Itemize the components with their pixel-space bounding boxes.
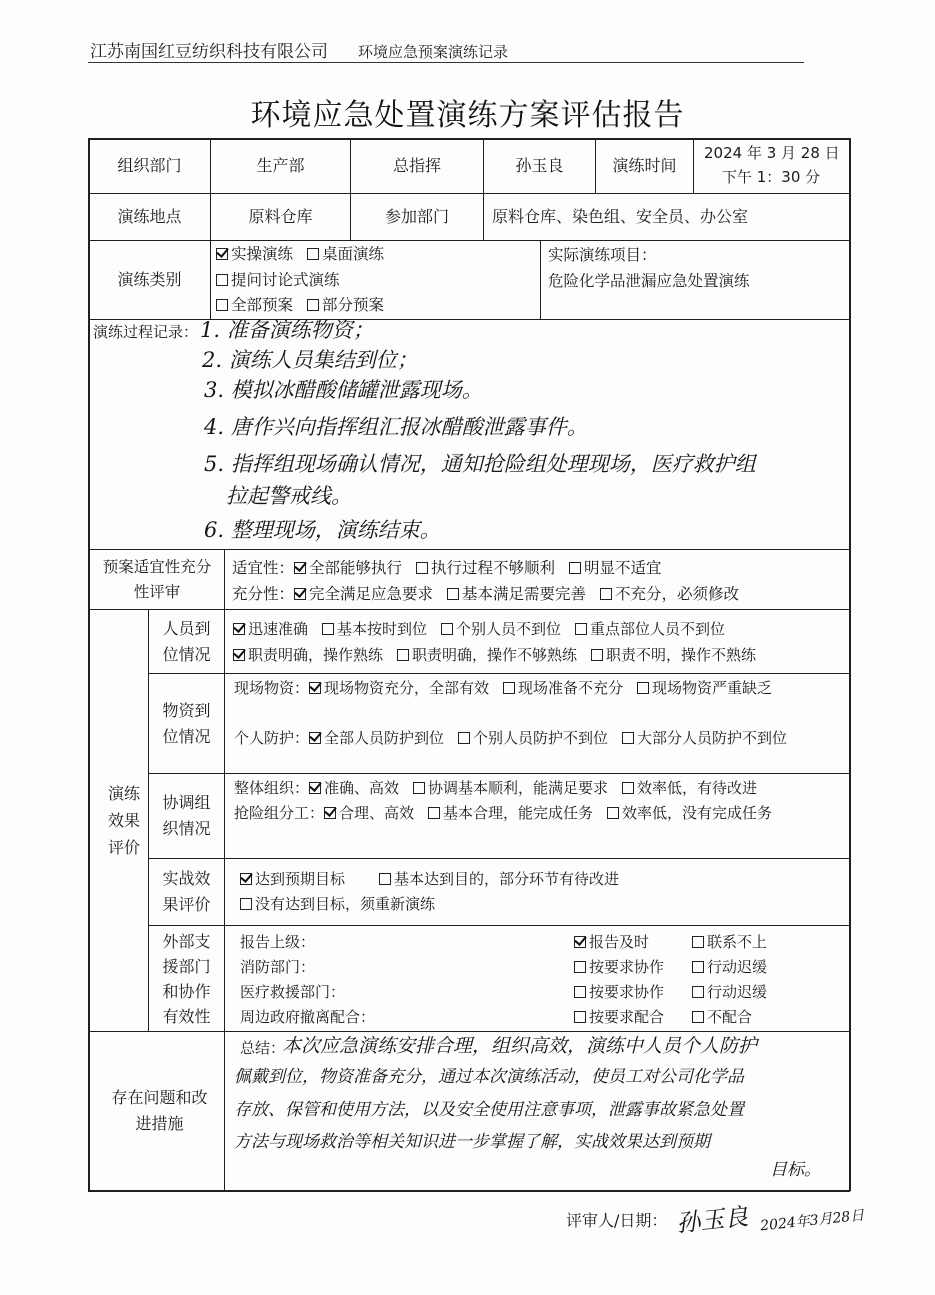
checkbox-icon (692, 1011, 704, 1023)
process-item: 4. 唐作兴向指挥组汇报冰醋酸泄露事件。 (204, 415, 588, 439)
time-label: 演练时间 (612, 156, 677, 175)
checkbox-icon (413, 782, 425, 794)
option-label: 基本满足需要完善 (462, 585, 587, 603)
site-insufficient[interactable] (503, 676, 623, 701)
duty-clear-unskilled[interactable] (397, 644, 577, 665)
overall-label: 整体组织： (234, 779, 310, 797)
sufficiency-label: 充分性： (232, 585, 295, 603)
checkbox-icon (379, 873, 391, 885)
checkbox-icon (216, 299, 228, 311)
external-opt-b[interactable] (692, 955, 767, 980)
division-row (234, 801, 842, 826)
checkbox-icon (622, 732, 634, 744)
col-line (224, 549, 225, 609)
process-item: 1. 准备演练物资； (200, 318, 374, 342)
combat-failed[interactable] (240, 893, 435, 914)
row-line (148, 773, 850, 774)
external-opt-b[interactable] (692, 930, 767, 955)
checkbox-icon (622, 782, 634, 794)
category-options (216, 241, 538, 319)
checkbox-icon (322, 623, 334, 635)
time-date: 2024 年 3 月 28 日 (704, 144, 840, 162)
actual-project-label: 实际演练项目： (548, 246, 657, 264)
division-efficient[interactable] (324, 801, 414, 826)
process-item: 6. 整理现场，演练结束。 (204, 518, 441, 542)
option-label: 效率低，有待改进 (637, 779, 758, 797)
option-label: 职责明确，操作不够熟练 (412, 646, 578, 664)
external-rows (240, 930, 840, 1030)
external-row-name: 周边政府撤离配合： (240, 1008, 376, 1026)
location-value: 原料仓库 (248, 207, 313, 226)
materials-label: 物资到位情况 (162, 700, 211, 746)
personnel-line1 (233, 618, 725, 639)
option-label: 不配合 (707, 1008, 753, 1026)
site-sufficient[interactable] (309, 676, 489, 701)
problems-label: 存在问题和改进措施 (111, 1088, 208, 1133)
checkbox-icon (307, 248, 319, 260)
process-item: 3. 模拟冰醋酸储罐泄露现场。 (204, 378, 483, 402)
option-label: 效率低，没有完成任务 (622, 804, 773, 822)
checkbox-icon (637, 682, 649, 694)
checkbox-icon (216, 248, 228, 260)
ppe-all[interactable] (309, 726, 444, 751)
external-row (240, 955, 840, 980)
option-label: 按要求配合 (589, 1008, 665, 1026)
external-opt-a[interactable] (574, 980, 664, 1005)
checkbox-icon (416, 562, 428, 574)
external-opt-b[interactable] (692, 1005, 752, 1030)
suitability-label: 预案适宜性充分性评审 (102, 557, 212, 601)
document-header (90, 37, 508, 62)
personnel-line2 (233, 644, 756, 665)
review-date: 2024年3月28日 (759, 1207, 866, 1235)
fit-row (232, 556, 676, 578)
fit-label: 适宜性： (232, 559, 295, 577)
company-name: 江苏南国红豆纺织科技有限公司 (90, 42, 328, 62)
ppe-some[interactable] (458, 726, 608, 751)
drill-time (694, 139, 849, 193)
site-label: 现场物资： (234, 679, 310, 697)
fit-option-unsmooth[interactable] (416, 556, 555, 578)
external-row-name: 医疗救援部门： (240, 983, 346, 1001)
ppe-most[interactable] (622, 729, 787, 747)
option-label: 准确、高效 (324, 779, 400, 797)
checkbox-icon (294, 562, 306, 574)
checkbox-icon (503, 682, 515, 694)
external-opt-b[interactable] (692, 980, 767, 1005)
table-border-bottom (88, 1190, 850, 1192)
row-line (148, 673, 850, 674)
fit-option-all[interactable] (294, 556, 402, 578)
process-label: 演练过程记录： (93, 323, 199, 341)
option-label: 基本按时到位 (337, 620, 428, 638)
personnel-key-absent[interactable] (575, 618, 725, 639)
commander-value: 孙玉良 (515, 156, 564, 175)
sufficiency-row (232, 582, 753, 604)
option-label: 报告及时 (589, 933, 650, 951)
checkbox-icon (233, 623, 245, 635)
external-opt-a[interactable] (574, 930, 649, 955)
external-opt-a[interactable] (574, 1005, 664, 1030)
overall-low[interactable] (622, 779, 757, 797)
checkbox-icon (397, 649, 409, 661)
row-line (148, 858, 850, 859)
division-low[interactable] (607, 804, 772, 822)
site-materials (234, 676, 842, 701)
option-label: 全部能够执行 (309, 559, 403, 577)
fit-option-unsuitable[interactable] (569, 556, 662, 578)
actual-project (548, 241, 848, 319)
summary-line: 佩戴到位，物资准备充分，通过本次演练活动，使员工对公司化学品 (234, 1067, 744, 1087)
category-label: 演练类别 (117, 270, 182, 289)
coordination-label: 协调组织情况 (162, 793, 211, 838)
combat-line2 (240, 893, 449, 914)
sufficiency-option-basic[interactable] (447, 582, 586, 604)
reviewer-signature: 孙玉良 (674, 1202, 750, 1238)
checkbox-icon (574, 961, 586, 973)
external-row-name: 报告上级： (240, 933, 316, 951)
problems-summary (234, 1034, 846, 1188)
checkbox-icon (447, 588, 459, 600)
option-label: 实操演练 (231, 245, 294, 263)
option-discussion[interactable] (216, 268, 340, 294)
table-border-right (849, 138, 851, 1191)
effect-label: 演练效果评价 (108, 784, 141, 857)
option-label: 没有达到目标，须重新演练 (255, 895, 436, 913)
option-label: 合理、高效 (339, 804, 415, 822)
overall-basic[interactable] (413, 776, 608, 801)
checkbox-icon (309, 782, 321, 794)
option-label: 提问讨论式演练 (231, 270, 340, 289)
duty-unclear[interactable] (591, 644, 756, 665)
option-label: 大部分人员防护不到位 (637, 729, 788, 747)
summary-line: 本次应急演练安排合理，组织高效，演练中人员个人防护 (282, 1035, 758, 1057)
option-partial-plans[interactable] (307, 293, 384, 319)
option-label: 个别人员不到位 (456, 620, 562, 638)
combat-label: 实战效果评价 (162, 869, 211, 914)
summary-label: 总结： (240, 1039, 286, 1057)
location-label: 演练地点 (117, 207, 182, 226)
sufficiency-option-full[interactable] (294, 582, 433, 604)
header-divider (88, 62, 804, 63)
checkbox-icon (216, 274, 228, 286)
page-title: 环境应急处置演练方案评估报告 (250, 98, 685, 133)
personnel-fast[interactable] (233, 618, 308, 639)
summary-line: 存放、保管和使用方法，以及安全使用注意事项，泄露事故紧急处置 (234, 1100, 744, 1120)
participants-label: 参加部门 (384, 207, 449, 226)
option-label: 重点部位人员不到位 (590, 620, 726, 638)
checkbox-icon (324, 807, 336, 819)
external-opt-a[interactable] (574, 955, 664, 980)
org-dept-label: 组织部门 (117, 156, 182, 175)
combat-partial[interactable] (379, 868, 619, 889)
option-label: 现场准备不充分 (518, 679, 624, 697)
checkbox-icon (692, 936, 704, 948)
option-practical[interactable] (216, 242, 293, 268)
checkbox-icon (574, 936, 586, 948)
option-label: 个别人员防护不到位 (473, 729, 609, 747)
option-label: 协调基本顺利，能满足要求 (428, 779, 609, 797)
option-all-plans[interactable] (216, 293, 293, 319)
option-label: 执行过程不够顺利 (431, 559, 556, 577)
external-row (240, 980, 840, 1005)
personnel-label: 人员到位情况 (162, 618, 211, 664)
option-label: 按要求协作 (589, 983, 665, 1001)
combat-line1 (240, 868, 633, 889)
ppe-row (234, 726, 842, 751)
sufficiency-option-insufficient[interactable] (600, 582, 739, 604)
duty-clear-skilled[interactable] (233, 644, 383, 665)
option-label: 部分预案 (322, 296, 385, 314)
option-label: 按要求协作 (589, 958, 665, 976)
checkbox-icon (575, 623, 587, 635)
checkbox-icon (309, 732, 321, 744)
option-label: 不充分，必须修改 (615, 585, 740, 603)
combat-achieved[interactable] (240, 868, 345, 889)
checkbox-icon (294, 588, 306, 600)
summary-line: 目标。 (770, 1160, 821, 1180)
option-label: 完全满足应急要求 (309, 585, 434, 603)
external-row-name: 消防部门： (240, 958, 316, 976)
checkbox-icon (574, 1011, 586, 1023)
checkbox-icon (574, 986, 586, 998)
checkbox-icon (607, 807, 619, 819)
option-label: 全部预案 (231, 296, 294, 314)
option-label: 现场物资充分，全部有效 (324, 679, 490, 697)
commander-label: 总指挥 (392, 156, 441, 175)
row-line (148, 925, 850, 926)
option-label: 基本合理，能完成任务 (443, 804, 594, 822)
option-label: 基本达到目的，部分环节有待改进 (394, 870, 620, 888)
col-line (224, 1031, 225, 1190)
checkbox-icon (591, 649, 603, 661)
checkbox-icon (240, 873, 252, 885)
col-line (540, 240, 541, 319)
option-label: 职责不明，操作不熟练 (606, 646, 757, 664)
time-hour: 下午 1：30 分 (722, 168, 821, 186)
checkbox-icon (441, 623, 453, 635)
external-label: 外部支援部门和协作有效性 (162, 931, 211, 1026)
overall-row (234, 776, 842, 801)
checkbox-icon (233, 649, 245, 661)
option-label: 职责明确，操作熟练 (248, 646, 384, 664)
division-basic[interactable] (428, 801, 593, 826)
option-label: 行动迟缓 (707, 958, 768, 976)
checkbox-icon (569, 562, 581, 574)
option-label: 明显不适宜 (584, 559, 662, 577)
checkbox-icon (692, 961, 704, 973)
personnel-some-absent[interactable] (441, 618, 561, 639)
overall-efficient[interactable] (309, 776, 399, 801)
division-label: 抢险组分工： (234, 804, 325, 822)
process-item: 5. 指挥组现场确认情况，通知抢险组处理现场，医疗救护组 (204, 452, 756, 476)
option-label: 行动迟缓 (707, 983, 768, 1001)
checkbox-icon (458, 732, 470, 744)
option-label: 桌面演练 (322, 245, 385, 263)
record-title: 环境应急预案演练记录 (358, 43, 509, 61)
reviewer-label: 评审人/日期： (566, 1211, 668, 1230)
actual-project-value: 危险化学品泄漏应急处置演练 (548, 272, 750, 290)
option-label: 联系不上 (707, 933, 768, 951)
option-label: 迅速准确 (248, 620, 309, 638)
site-shortage[interactable] (637, 679, 772, 697)
option-label: 现场物资严重缺乏 (652, 679, 773, 697)
checkbox-icon (309, 682, 321, 694)
process-item: 2. 演练人员集结到位； (202, 348, 418, 372)
personnel-ontime[interactable] (322, 618, 427, 639)
participants-value: 原料仓库、染色组、安全员、办公室 (492, 207, 749, 226)
checkbox-icon (428, 807, 440, 819)
summary-line: 方法与现场救治等相关知识进一步掌握了解，实战效果达到预期 (234, 1132, 710, 1152)
checkbox-icon (600, 588, 612, 600)
org-dept-value: 生产部 (256, 156, 305, 175)
external-row (240, 930, 840, 955)
option-desktop[interactable] (307, 242, 384, 268)
checkbox-icon (240, 898, 252, 910)
external-row (240, 1005, 840, 1030)
option-label: 达到预期目标 (255, 870, 346, 888)
checkbox-icon (307, 299, 319, 311)
process-item: 拉起警戒线。 (226, 484, 352, 508)
ppe-label: 个人防护： (234, 729, 310, 747)
col-line (224, 609, 225, 1031)
checkbox-icon (692, 986, 704, 998)
option-label: 全部人员防护到位 (324, 729, 445, 747)
